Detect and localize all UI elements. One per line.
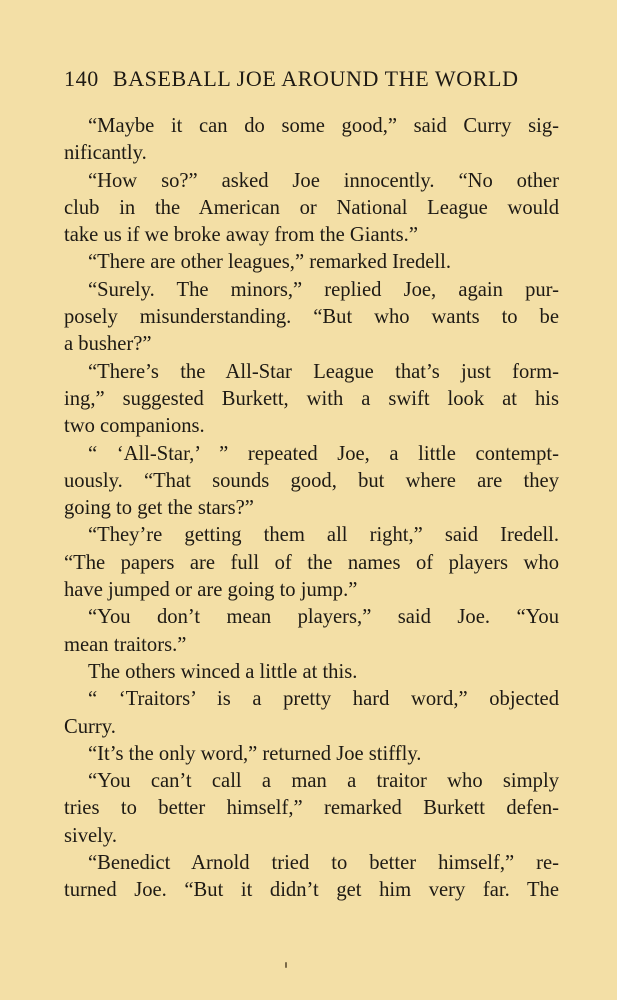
paper-speck	[285, 962, 287, 968]
text-line: “There are other leagues,” remarked Iredell.	[88, 251, 452, 274]
text-line: nificantly.	[64, 142, 147, 165]
text-line: sively.	[64, 824, 118, 847]
text-line: mean traitors.”	[64, 633, 187, 656]
text-line: uously. “That sounds good, but where are they	[64, 469, 559, 492]
page-number: 140	[64, 66, 99, 91]
body-text	[64, 113, 559, 905]
text-line: “ ‘Traitors’ is a pretty hard word,” objected	[88, 688, 559, 711]
text-line: “It’s the only word,” returned Joe stiffly.	[88, 742, 422, 765]
text-line: a busher?”	[64, 333, 152, 356]
text-line: “You don’t mean players,” said Joe. “You	[88, 606, 559, 629]
text-line: “The papers are full of the names of players who	[64, 551, 559, 574]
text-line: “There’s the All-Star League that’s just form-	[88, 360, 559, 383]
text-line: two companions.	[64, 415, 205, 438]
text-line: The others winced a little at this.	[88, 660, 358, 683]
running-title: BASEBALL JOE AROUND THE WORLD	[112, 66, 519, 91]
text-line: “Surely. The minors,” replied Joe, again pur-	[88, 278, 559, 301]
text-line: “Benedict Arnold tried to better himself,” re-	[88, 852, 559, 875]
text-line: ing,” suggested Burkett, with a swift look at his	[64, 387, 559, 410]
text-line: take us if we broke away from the Giants.”	[64, 224, 418, 247]
text-line: “Maybe it can do some good,” said Curry sig-	[88, 115, 559, 137]
text-line: “You can’t call a man a traitor who simply	[88, 770, 559, 793]
text-line: “ ‘All-Star,’ ” repeated Joe, a little contempt-	[88, 442, 559, 465]
text-line: “They’re getting them all right,” said Iredell.	[88, 524, 559, 547]
text-line: club in the American or National League would	[64, 196, 559, 219]
text-line: tries to better himself,” remarked Burkett defen-	[64, 797, 559, 820]
text-line: “How so?” asked Joe innocently. “No other	[88, 169, 559, 192]
text-line: turned Joe. “But it didn’t get him very far. The	[64, 879, 559, 902]
text-line: going to get the stars?”	[64, 497, 254, 520]
text-line: have jumped or are going to jump.”	[64, 579, 358, 602]
text-line: Curry.	[64, 715, 116, 738]
text-line: posely misunderstanding. “But who wants to be	[64, 306, 559, 329]
running-head	[64, 66, 559, 92]
